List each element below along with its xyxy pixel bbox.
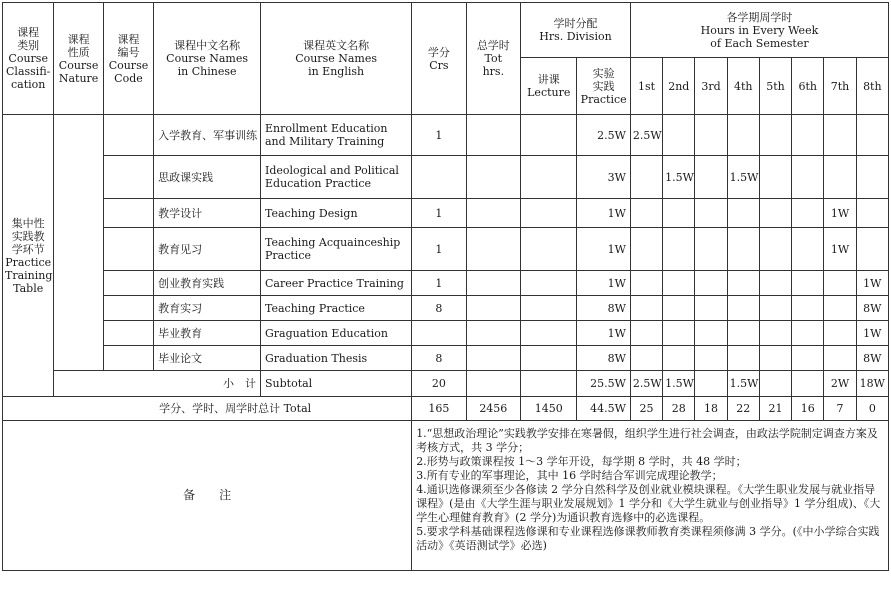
semester-cell: [695, 346, 727, 371]
course-en-name: Ideological and Political Education Practice: [261, 156, 412, 199]
course-credits: [412, 156, 466, 199]
semester-cell: [727, 296, 759, 321]
header-practice: 实验 实践 Practice: [577, 58, 630, 115]
course-en-name: Graguation Education: [261, 321, 412, 346]
subtotal-credits: 20: [412, 371, 466, 397]
subtotal-total-hours: [466, 371, 520, 397]
semester-cell: 1W: [856, 321, 888, 346]
semester-cell: [630, 156, 662, 199]
curriculum-table: [2, 2, 889, 571]
semester-cell: [695, 271, 727, 296]
course-practice: 3W: [577, 156, 630, 199]
course-total-hours: [466, 346, 520, 371]
subtotal-practice: 25.5W: [577, 371, 630, 397]
header-semester-8: 8th: [856, 58, 888, 115]
course-practice: 8W: [577, 346, 630, 371]
total-label: 学分、学时、周学时总计 Total: [3, 397, 412, 421]
semester-cell: [663, 115, 695, 156]
semester-cell: [727, 271, 759, 296]
total-semester-cell: 18: [695, 397, 727, 421]
semester-cell: [695, 296, 727, 321]
header-semester-4: 4th: [727, 58, 759, 115]
code-cell: [103, 321, 153, 346]
table-row: [3, 199, 889, 228]
course-credits: 1: [412, 271, 466, 296]
header-lecture: 讲课 Lecture: [521, 58, 577, 115]
code-cell: [103, 115, 153, 156]
semester-cell: [663, 199, 695, 228]
header-semester-3: 3rd: [695, 58, 727, 115]
table-row: [3, 228, 889, 271]
subtotal-semester-cell: 1.5W: [663, 371, 695, 397]
semester-cell: [759, 156, 791, 199]
semester-cell: [630, 228, 662, 271]
course-practice: 1W: [577, 228, 630, 271]
semester-cell: [824, 115, 856, 156]
code-cell: [103, 228, 153, 271]
semester-cell: [759, 346, 791, 371]
course-lecture: [521, 199, 577, 228]
total-lecture: 1450: [521, 397, 577, 421]
course-practice: 8W: [577, 296, 630, 321]
course-lecture: [521, 271, 577, 296]
code-cell: [103, 346, 153, 371]
semester-cell: [663, 321, 695, 346]
course-total-hours: [466, 271, 520, 296]
semester-cell: [727, 199, 759, 228]
course-total-hours: [466, 156, 520, 199]
semester-cell: [792, 271, 824, 296]
course-credits: 1: [412, 228, 466, 271]
header-semester-5: 5th: [759, 58, 791, 115]
subtotal-lecture: [521, 371, 577, 397]
total-semester-cell: 0: [856, 397, 888, 421]
course-cn-name: 毕业教育: [154, 321, 261, 346]
table-row: [3, 115, 889, 156]
course-practice: 1W: [577, 271, 630, 296]
semester-cell: [759, 321, 791, 346]
semester-cell: [663, 228, 695, 271]
semester-cell: [695, 199, 727, 228]
header-semester-1: 1st: [630, 58, 662, 115]
subtotal-semester-cell: 1.5W: [727, 371, 759, 397]
notes-content: [412, 421, 889, 571]
course-credits: [412, 321, 466, 346]
course-lecture: [521, 321, 577, 346]
semester-cell: [630, 271, 662, 296]
header-cn-name: 课程中文名称 Course Names in Chinese: [154, 3, 261, 115]
table-row: [3, 271, 889, 296]
table-row: [3, 346, 889, 371]
total-semester-cell: 28: [663, 397, 695, 421]
semester-cell: [759, 228, 791, 271]
semester-cell: [630, 321, 662, 346]
course-total-hours: [466, 296, 520, 321]
header-credits: 学分 Crs: [412, 3, 466, 115]
semester-cell: [792, 115, 824, 156]
header-category: 课程 类别 Course Classifi- cation: [3, 3, 54, 115]
notes-row: [3, 421, 889, 571]
semester-cell: [695, 321, 727, 346]
course-cn-name: 思政课实践: [154, 156, 261, 199]
note-item: 4.通识选修课须至少各修读 2 学分自然科学及创业就业模块课程。《大学生职业发展与就业指导课程》(是由《大学生涯与职业发展规划》1 学分和《大学生就业与创业指导》1 学分组成)、《大学生心理健育教育》(2 学分)为通识教育选修中的必选课程。: [416, 483, 881, 524]
table-row: [3, 296, 889, 321]
semester-cell: [856, 199, 888, 228]
semester-cell: 1.5W: [727, 156, 759, 199]
semester-cell: [695, 228, 727, 271]
header-row-1: [3, 3, 889, 58]
course-credits: 8: [412, 346, 466, 371]
semester-cell: [759, 115, 791, 156]
subtotal-cn-label: 小 计: [54, 371, 261, 397]
header-semester-7: 7th: [824, 58, 856, 115]
course-practice: 2.5W: [577, 115, 630, 156]
total-semester-cell: 25: [630, 397, 662, 421]
semester-cell: 8W: [856, 296, 888, 321]
semester-cell: [759, 271, 791, 296]
semester-cell: 1W: [824, 199, 856, 228]
total-semester-cell: 7: [824, 397, 856, 421]
semester-cell: [727, 228, 759, 271]
semester-cell: [792, 199, 824, 228]
semester-cell: [824, 156, 856, 199]
header-code: 课程 编号 Course Code: [103, 3, 153, 115]
course-practice: 1W: [577, 199, 630, 228]
course-credits: 8: [412, 296, 466, 321]
subtotal-semester-cell: 2W: [824, 371, 856, 397]
semester-cell: [663, 271, 695, 296]
notes-label: 备 注: [3, 421, 412, 571]
course-cn-name: 入学教育、军事训练: [154, 115, 261, 156]
semester-cell: [824, 321, 856, 346]
subtotal-semester-cell: 2.5W: [630, 371, 662, 397]
semester-cell: 8W: [856, 346, 888, 371]
course-cn-name: 教育实习: [154, 296, 261, 321]
header-semester-2: 2nd: [663, 58, 695, 115]
code-cell: [103, 156, 153, 199]
subtotal-semester-cell: [759, 371, 791, 397]
course-en-name: Career Practice Training: [261, 271, 412, 296]
semester-cell: [695, 156, 727, 199]
course-total-hours: [466, 321, 520, 346]
semester-cell: [630, 296, 662, 321]
course-en-name: Enrollment Education and Military Training: [261, 115, 412, 156]
table-row: [3, 321, 889, 346]
semester-cell: 1W: [856, 271, 888, 296]
header-division: 学时分配 Hrs. Division: [521, 3, 631, 58]
code-cell: [103, 271, 153, 296]
course-en-name: Teaching Acquainceship Practice: [261, 228, 412, 271]
header-total-hours: 总学时 Tot hrs.: [466, 3, 520, 115]
semester-cell: [663, 296, 695, 321]
section-label: 集中性 实践教 学环节 Practice Training Table: [3, 115, 54, 397]
semester-cell: [759, 296, 791, 321]
total-row: [3, 397, 889, 421]
semester-cell: 2.5W: [630, 115, 662, 156]
header-weekly-hours: 各学期周学时 Hours in Every Week of Each Semester: [630, 3, 888, 58]
semester-cell: [727, 321, 759, 346]
course-credits: 1: [412, 115, 466, 156]
header-semester-6: 6th: [792, 58, 824, 115]
total-practice: 44.5W: [577, 397, 630, 421]
semester-cell: [856, 156, 888, 199]
course-lecture: [521, 228, 577, 271]
semester-cell: [727, 115, 759, 156]
semester-cell: [792, 296, 824, 321]
semester-cell: [856, 228, 888, 271]
course-cn-name: 创业教育实践: [154, 271, 261, 296]
subtotal-semester-cell: [792, 371, 824, 397]
header-nature: 课程 性质 Course Nature: [54, 3, 103, 115]
semester-cell: [824, 346, 856, 371]
semester-cell: [856, 115, 888, 156]
note-item: 3.所有专业的军事理论，其中 16 学时结合军训完成理论教学；: [416, 469, 723, 482]
subtotal-semester-cell: [695, 371, 727, 397]
semester-cell: [727, 346, 759, 371]
header-en-name: 课程英文名称 Course Names in English: [261, 3, 412, 115]
semester-cell: [630, 346, 662, 371]
course-cn-name: 毕业论文: [154, 346, 261, 371]
semester-cell: [792, 228, 824, 271]
course-lecture: [521, 156, 577, 199]
subtotal-semester-cell: 18W: [856, 371, 888, 397]
note-item: 1.“思想政治理论”实践教学安排在寒暑假，组织学生进行社会调查，由政法学院制定调查方案及考核方式，共 3 学分；: [416, 427, 878, 454]
subtotal-row: [3, 371, 889, 397]
course-en-name: Teaching Practice: [261, 296, 412, 321]
semester-cell: [759, 199, 791, 228]
course-en-name: Teaching Design: [261, 199, 412, 228]
code-cell: [103, 296, 153, 321]
course-practice: 1W: [577, 321, 630, 346]
semester-cell: [695, 115, 727, 156]
note-item: 5.要求学科基础课程选修课和专业课程选修课教师教育类课程须修满 3 学分。(《中小学综合实践活动》《英语测试学》必选): [416, 525, 880, 552]
total-credits: 165: [412, 397, 466, 421]
total-semester-cell: 21: [759, 397, 791, 421]
semester-cell: [792, 156, 824, 199]
table-row: [3, 156, 889, 199]
total-semester-cell: 16: [792, 397, 824, 421]
semester-cell: [792, 321, 824, 346]
course-en-name: Graduation Thesis: [261, 346, 412, 371]
total-semester-cell: 22: [727, 397, 759, 421]
semester-cell: [663, 346, 695, 371]
code-cell: [103, 199, 153, 228]
course-total-hours: [466, 115, 520, 156]
course-total-hours: [466, 199, 520, 228]
semester-cell: [824, 271, 856, 296]
note-item: 2.形势与政策课程按 1～3 学年开设，每学期 8 学时，共 48 学时；: [416, 455, 747, 468]
semester-cell: [792, 346, 824, 371]
course-cn-name: 教学设计: [154, 199, 261, 228]
semester-cell: 1.5W: [663, 156, 695, 199]
course-lecture: [521, 346, 577, 371]
total-hours: 2456: [466, 397, 520, 421]
subtotal-en-label: Subtotal: [261, 371, 412, 397]
course-cn-name: 教育见习: [154, 228, 261, 271]
course-lecture: [521, 115, 577, 156]
course-lecture: [521, 296, 577, 321]
nature-cell: [54, 115, 103, 371]
semester-cell: 1W: [824, 228, 856, 271]
semester-cell: [824, 296, 856, 321]
semester-cell: [630, 199, 662, 228]
course-credits: 1: [412, 199, 466, 228]
course-total-hours: [466, 228, 520, 271]
